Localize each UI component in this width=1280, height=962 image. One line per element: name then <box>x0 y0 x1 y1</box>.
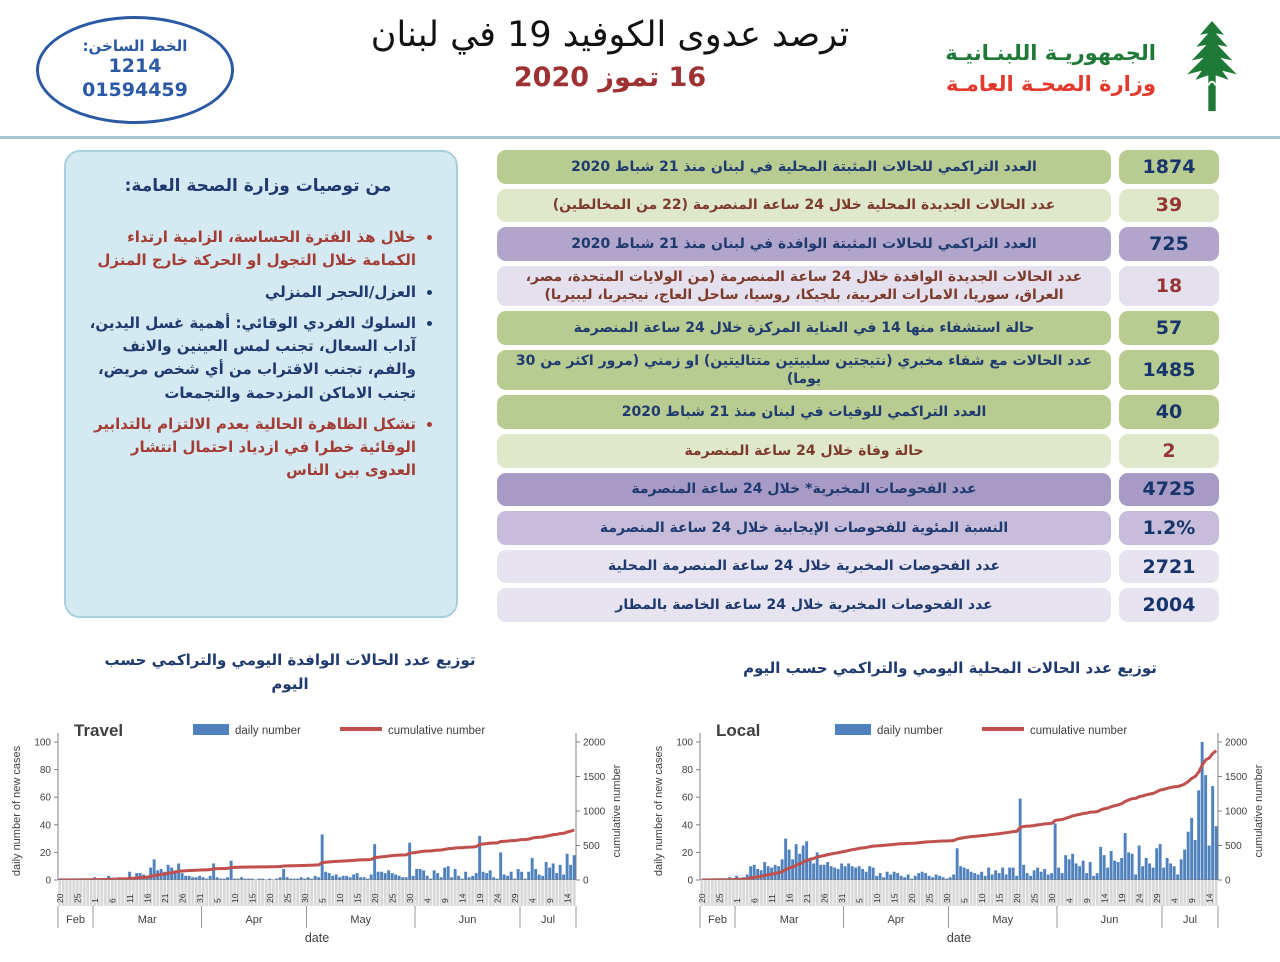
svg-text:20: 20 <box>1011 893 1022 903</box>
stat-row <box>497 189 1219 223</box>
x-axis-title: date <box>946 931 972 945</box>
stat-value: 39 <box>1119 189 1219 223</box>
svg-text:May: May <box>350 914 372 926</box>
svg-text:6: 6 <box>749 898 760 903</box>
stat-value: 57 <box>1119 311 1219 345</box>
svg-text:60: 60 <box>681 792 693 804</box>
svg-text:31: 31 <box>194 893 205 903</box>
svg-text:26: 26 <box>819 893 830 903</box>
x-axis-title: date <box>304 931 330 945</box>
svg-text:25: 25 <box>387 893 398 903</box>
stat-value: 725 <box>1119 227 1219 261</box>
report-header <box>300 14 920 93</box>
recommendation-item: • العزل/الحجر المنزلي <box>82 281 416 304</box>
svg-text:20: 20 <box>906 893 917 903</box>
stat-row <box>497 395 1219 429</box>
svg-text:19: 19 <box>474 893 485 903</box>
svg-text:25: 25 <box>924 893 935 903</box>
svg-text:2000: 2000 <box>583 737 606 749</box>
stat-label: النسبة المئوية للفحوصات الإيجابية خلال 24 ساعة المنصرمة <box>497 511 1111 545</box>
legend-daily-label: daily number <box>877 725 943 737</box>
stat-row <box>497 150 1219 184</box>
svg-text:80: 80 <box>681 765 693 777</box>
stat-label: حالة وفاة خلال 24 ساعة المنصرمة <box>497 434 1111 468</box>
stat-label: العدد التراكمي للوفيات في لبنان منذ 21 شباط 2020 <box>497 395 1111 429</box>
stat-value: 2004 <box>1119 588 1219 622</box>
stat-label: عدد الفحوصات المخبرية خلال 24 ساعة المنصرمة المحلية <box>497 550 1111 584</box>
svg-text:Jun: Jun <box>458 914 477 926</box>
report-date: 16 تموز 2020 <box>513 62 707 93</box>
svg-text:Jul: Jul <box>1182 914 1198 926</box>
svg-text:4: 4 <box>1169 898 1180 903</box>
recommendation-item: • تشكل الظاهرة الحالية بعدم الالتزام بالتدابير الوقائية خطرا في ازدياد احتمال انتشار العدوى بين الناس <box>82 413 416 483</box>
svg-text:40: 40 <box>681 820 693 832</box>
stat-value: 2 <box>1119 434 1219 468</box>
chart-title: Travel <box>74 721 124 740</box>
svg-text:15: 15 <box>889 893 900 903</box>
svg-text:Feb: Feb <box>708 914 727 926</box>
svg-text:Apr: Apr <box>887 914 905 926</box>
ministry-name-line2: وزارة الصحـة العامـة <box>945 72 1156 96</box>
stat-label: العدد التراكمي للحالات المثبتة المحلية في لبنان منذ 21 شباط 2020 <box>497 150 1111 184</box>
svg-text:20: 20 <box>681 847 693 859</box>
stats-table <box>497 150 1219 622</box>
svg-text:0: 0 <box>45 875 51 887</box>
hotline-label: الخط الساخن: <box>82 37 188 56</box>
legend-cumulative-label: cumulative number <box>388 725 486 737</box>
recommendations-title: من توصيات وزارة الصحة العامة: <box>124 176 392 196</box>
recommendation-item: • السلوك الفردي الوقائي: أهمية غسل اليدين، آداب السعال، تجنب لمس العينين والانف والفم، تجنب الاقتراب من أي شخص مريض، تجنب الاماكن المزدحمة والتجمعات <box>82 312 416 405</box>
svg-text:0: 0 <box>1225 875 1231 887</box>
hotline-number-2: 01594459 <box>82 79 188 101</box>
svg-text:4: 4 <box>422 898 433 903</box>
svg-text:14: 14 <box>1099 893 1110 903</box>
svg-text:25: 25 <box>282 893 293 903</box>
travel-section-title: توزيع عدد الحالات الوافدة اليومي والتراكمي حسب اليوم <box>104 651 476 693</box>
svg-text:25: 25 <box>72 893 83 903</box>
svg-text:20: 20 <box>264 893 275 903</box>
local-chart-canvas <box>650 712 1272 958</box>
svg-text:20: 20 <box>696 893 707 903</box>
svg-text:20: 20 <box>39 847 51 859</box>
stat-row <box>497 434 1219 468</box>
stat-label: عدد الفحوصات المخبرية* خلال 24 ساعة المنصرمة <box>497 473 1111 507</box>
svg-text:21: 21 <box>801 893 812 903</box>
svg-text:5: 5 <box>212 898 223 903</box>
stat-row <box>497 588 1219 622</box>
svg-text:1000: 1000 <box>583 806 606 818</box>
svg-text:Mar: Mar <box>137 914 157 926</box>
stat-value: 2721 <box>1119 550 1219 584</box>
svg-text:15: 15 <box>247 893 258 903</box>
stat-value: 40 <box>1119 395 1219 429</box>
svg-text:24: 24 <box>492 893 503 903</box>
page-title: ترصد عدوى الكوفيد 19 في لبنان <box>370 15 850 55</box>
local-section-title: توزيع عدد الحالات المحلية اليومي والتراكمي حسب اليوم <box>743 659 1157 677</box>
svg-text:25: 25 <box>714 893 725 903</box>
right-axis-title: cumulative number <box>611 764 623 858</box>
svg-text:30: 30 <box>299 893 310 903</box>
svg-text:9: 9 <box>544 898 555 903</box>
stat-value: 1485 <box>1119 350 1219 390</box>
svg-text:15: 15 <box>994 893 1005 903</box>
svg-text:20: 20 <box>54 893 65 903</box>
stat-value: 4725 <box>1119 473 1219 507</box>
svg-text:Feb: Feb <box>66 914 85 926</box>
svg-text:80: 80 <box>39 765 51 777</box>
svg-text:1: 1 <box>89 898 100 903</box>
svg-text:5: 5 <box>959 898 970 903</box>
svg-text:25: 25 <box>1029 893 1040 903</box>
stat-row <box>497 550 1219 584</box>
svg-text:31: 31 <box>836 893 847 903</box>
svg-text:Jul: Jul <box>540 914 556 926</box>
recommendation-item: • خلال هذ الفترة الحساسة، الزامية ارتداء الكمامة خلال التجول او الحركة خارج المنزل <box>82 226 416 273</box>
left-axis-title: daily number of new cases <box>11 745 23 877</box>
svg-text:9: 9 <box>439 898 450 903</box>
svg-text:0: 0 <box>687 875 693 887</box>
legend-cumulative-label: cumulative number <box>1030 725 1128 737</box>
svg-text:14: 14 <box>562 893 573 903</box>
hotline-number-1: 1214 <box>108 55 162 78</box>
stat-label: عدد الحالات الجديدة المحلية خلال 24 ساعة المنصرمة (22 من المخالطين) <box>497 189 1111 223</box>
svg-text:30: 30 <box>941 893 952 903</box>
svg-text:24: 24 <box>1134 893 1145 903</box>
svg-text:100: 100 <box>676 737 693 749</box>
svg-text:1000: 1000 <box>1225 806 1248 818</box>
svg-text:Apr: Apr <box>245 914 263 926</box>
svg-text:16: 16 <box>142 893 153 903</box>
stat-row <box>497 266 1219 306</box>
stat-label: عدد الفحوصات المخبرية خلال 24 ساعة الخاصة بالمطار <box>497 588 1111 622</box>
svg-text:30: 30 <box>404 893 415 903</box>
stat-label: العدد التراكمي للحالات المثبتة الوافدة في لبنان منذ 21 شباط 2020 <box>497 227 1111 261</box>
right-axis-title: cumulative number <box>1253 764 1265 858</box>
svg-text:6: 6 <box>107 898 118 903</box>
stat-row <box>497 511 1219 545</box>
stat-value: 18 <box>1119 266 1219 306</box>
stat-value: 1.2% <box>1119 511 1219 545</box>
hotline-badge <box>36 16 234 124</box>
stat-label: عدد الحالات الجديدة الوافدة خلال 24 ساعة المنصرمة (من الولايات المتحدة، مصر، العراق، سوريا، الامارات العربية، بلجيكا، روسيا، ساحل العاج، نيجيريا، ليبيريا) <box>497 266 1111 306</box>
svg-text:0: 0 <box>583 875 589 887</box>
svg-text:Jun: Jun <box>1100 914 1119 926</box>
stat-label: عدد الحالات مع شفاء مخبري (نتيجتين سلبيتين متتاليتين) او زمني (مرور اكثر من 30 يوما) <box>497 350 1111 390</box>
svg-text:29: 29 <box>509 893 520 903</box>
svg-text:29: 29 <box>1151 893 1162 903</box>
svg-text:5: 5 <box>317 898 328 903</box>
svg-text:9: 9 <box>1081 898 1092 903</box>
svg-text:15: 15 <box>352 893 363 903</box>
svg-text:21: 21 <box>159 893 170 903</box>
legend-daily-swatch <box>835 724 871 735</box>
recommendations-list <box>82 226 434 483</box>
svg-text:10: 10 <box>334 893 345 903</box>
svg-text:5: 5 <box>854 898 865 903</box>
svg-text:4: 4 <box>1064 898 1075 903</box>
svg-text:10: 10 <box>976 893 987 903</box>
svg-text:May: May <box>992 914 1014 926</box>
stat-row <box>497 311 1219 345</box>
svg-text:10: 10 <box>229 893 240 903</box>
svg-text:14: 14 <box>1204 893 1215 903</box>
svg-text:100: 100 <box>34 737 51 749</box>
header-divider <box>0 136 1280 139</box>
svg-text:9: 9 <box>1186 898 1197 903</box>
ministry-name-line1: الجمهوريـة اللبنـانيـة <box>945 40 1156 65</box>
svg-text:500: 500 <box>583 841 600 852</box>
svg-text:1500: 1500 <box>583 772 606 783</box>
svg-text:30: 30 <box>1046 893 1057 903</box>
left-axis-title: daily number of new cases <box>653 745 665 877</box>
svg-text:11: 11 <box>766 894 777 903</box>
legend-daily-swatch <box>193 724 229 735</box>
svg-text:10: 10 <box>871 893 882 903</box>
svg-text:11: 11 <box>124 894 135 903</box>
stat-row <box>497 350 1219 390</box>
stat-label: حالة استشفاء منها 14 في العناية المركزة خلال 24 ساعة المنصرمة <box>497 311 1111 345</box>
stat-row <box>497 473 1219 507</box>
svg-text:Mar: Mar <box>779 914 799 926</box>
travel-chart-canvas <box>8 712 630 958</box>
stat-row <box>497 227 1219 261</box>
svg-text:20: 20 <box>369 893 380 903</box>
svg-text:1500: 1500 <box>1225 772 1248 783</box>
cedar-logo-icon <box>1166 18 1258 120</box>
svg-text:40: 40 <box>39 820 51 832</box>
svg-text:500: 500 <box>1225 841 1242 852</box>
ministry-logo <box>945 10 1258 128</box>
stat-value: 1874 <box>1119 150 1219 184</box>
svg-text:19: 19 <box>1116 893 1127 903</box>
svg-text:16: 16 <box>784 893 795 903</box>
ministry-text <box>945 38 1156 101</box>
svg-text:4: 4 <box>527 898 538 903</box>
svg-text:2000: 2000 <box>1225 737 1248 749</box>
local-chart <box>650 712 1272 958</box>
recommendations-box <box>64 150 458 618</box>
travel-chart <box>8 712 630 958</box>
svg-text:1: 1 <box>731 898 742 903</box>
chart-title: Local <box>716 721 761 740</box>
svg-text:14: 14 <box>457 893 468 903</box>
legend-daily-label: daily number <box>235 725 301 737</box>
svg-text:26: 26 <box>177 893 188 903</box>
svg-text:60: 60 <box>39 792 51 804</box>
